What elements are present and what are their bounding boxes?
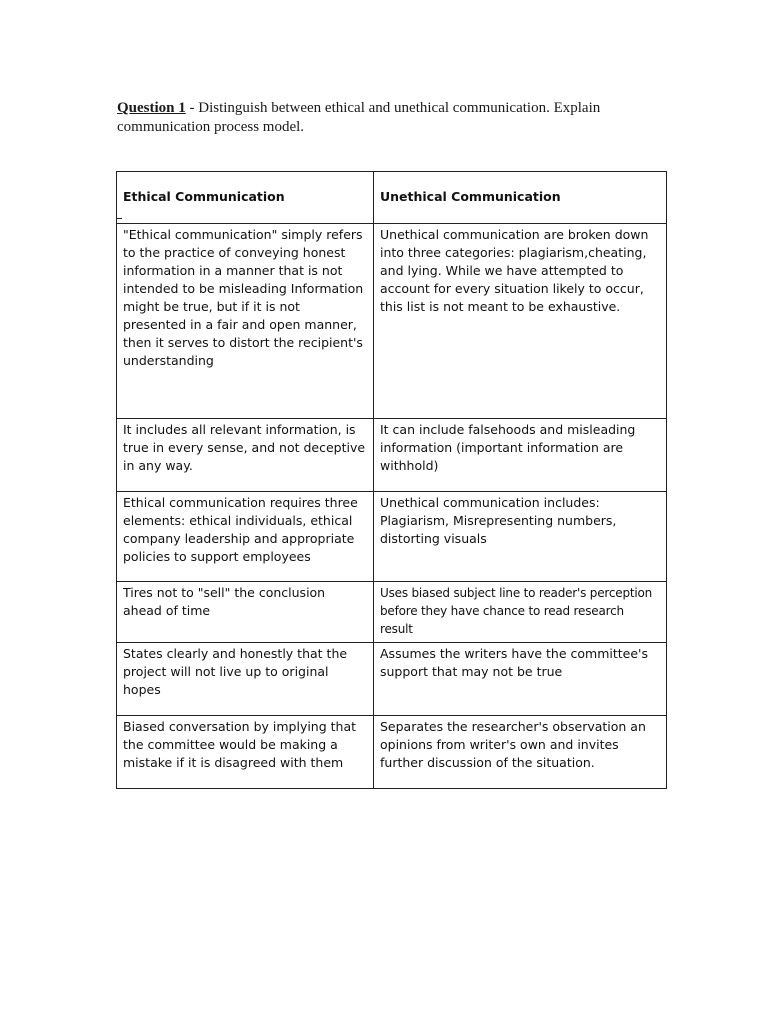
table-row	[117, 716, 667, 789]
table-row	[117, 582, 667, 643]
cell-unethical: It can include falsehoods and misleading information (important information are withhold)	[374, 419, 667, 492]
table-row	[117, 224, 667, 419]
cell-unethical: Separates the researcher's observation an opinions from writer's own and invites further discussion of the situation.	[374, 716, 667, 789]
cell-ethical: "Ethical communication" simply refers to the practice of conveying honest information in a manner that is not intended to be misleading Information might be true, but if it is not presented in a fair and open manner, then it serves to distort the recipient's understanding	[117, 224, 374, 419]
text-cursor-mark	[117, 218, 122, 219]
cell-ethical: Tires not to "sell" the conclusion ahead of time	[117, 582, 374, 643]
cell-ethical: Biased conversation by implying that the committee would be making a mistake if it is disagreed with them	[117, 716, 374, 789]
header-unethical: Unethical Communication	[374, 172, 667, 224]
cell-unethical: Assumes the writers have the committee's support that may not be true	[374, 643, 667, 716]
table-header-row	[117, 172, 667, 224]
cell-ethical: Ethical communication requires three elements: ethical individuals, ethical company leadership and appropriate policies to support employees	[117, 492, 374, 582]
cell-ethical: States clearly and honestly that the project will not live up to original hopes	[117, 643, 374, 716]
table-row	[117, 643, 667, 716]
question-text	[117, 99, 677, 137]
cell-ethical: It includes all relevant information, is true in every sense, and not deceptive in any way.	[117, 419, 374, 492]
cell-unethical: Uses biased subject line to reader's perception before they have chance to read research result	[374, 582, 667, 643]
question-prompt: - Distinguish between ethical and unethical communication. Explain communication process model.	[117, 100, 601, 135]
header-ethical: Ethical Communication	[117, 172, 374, 224]
question-label: Question 1	[117, 100, 186, 116]
table-row	[117, 492, 667, 582]
comparison-table	[116, 171, 667, 789]
table-row	[117, 419, 667, 492]
cell-unethical: Unethical communication are broken down into three categories: plagiarism,cheating, and lying. While we have attempted to account for every situation likely to occur, this list is not meant to be exhaustive.	[374, 224, 667, 419]
cell-unethical: Unethical communication includes: Plagiarism, Misrepresenting numbers, distorting visuals	[374, 492, 667, 582]
